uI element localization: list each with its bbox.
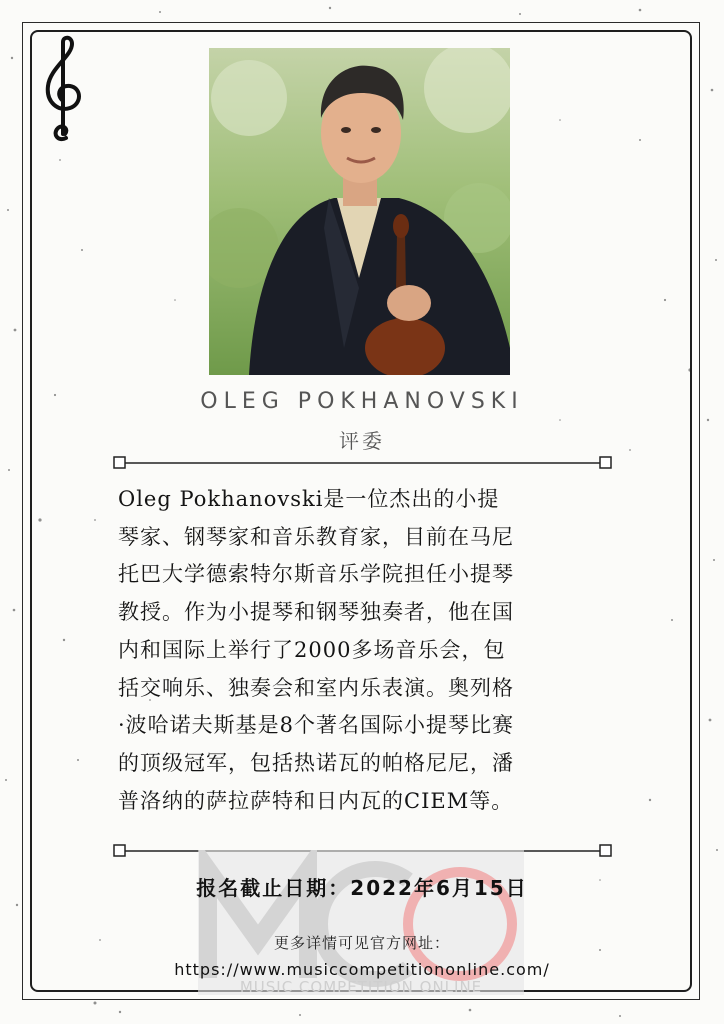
treble-clef-icon (36, 34, 90, 144)
bio-line: ·波哈诺夫斯基是8个著名国际小提琴比赛 (118, 713, 515, 738)
top-divider (113, 456, 612, 470)
bio-line: Oleg Pokhanovski是一位杰出的小提 (118, 487, 500, 511)
bio-line: 琴家、钢琴家和音乐教育家，目前在马尼 (118, 524, 514, 549)
bio-line: 的顶级冠军，包括热诺瓦的帕格尼尼，潘 (118, 750, 514, 775)
judge-biography (118, 481, 612, 820)
watermark-text: MUSIC COMPETITION ONLINE (239, 978, 483, 995)
bio-line: 内和国际上举行了2000多场音乐会，包 (118, 637, 506, 662)
more-info-label: 更多详情可见官方网址： (273, 934, 450, 952)
website-url-link[interactable]: https://www.musiccompetitiononline.com/ (174, 960, 550, 979)
judge-portrait-image (209, 48, 510, 375)
registration-deadline: 报名截止日期：2022年6月15日 (196, 876, 528, 900)
judge-role: 评委 (339, 429, 385, 453)
bio-line: 托巴大学德索特尔斯音乐学院担任小提琴 (118, 562, 514, 587)
bio-line: 普洛纳的萨拉萨特和日内瓦的CIEM等。 (118, 788, 514, 813)
bio-line: 括交响乐、独奏会和室内乐表演。奥列格 (118, 675, 514, 700)
judge-name: OLEG POKHANOVSKI (200, 389, 524, 414)
bio-line: 教授。作为小提琴和钢琴独奏者，他在国 (118, 600, 514, 625)
